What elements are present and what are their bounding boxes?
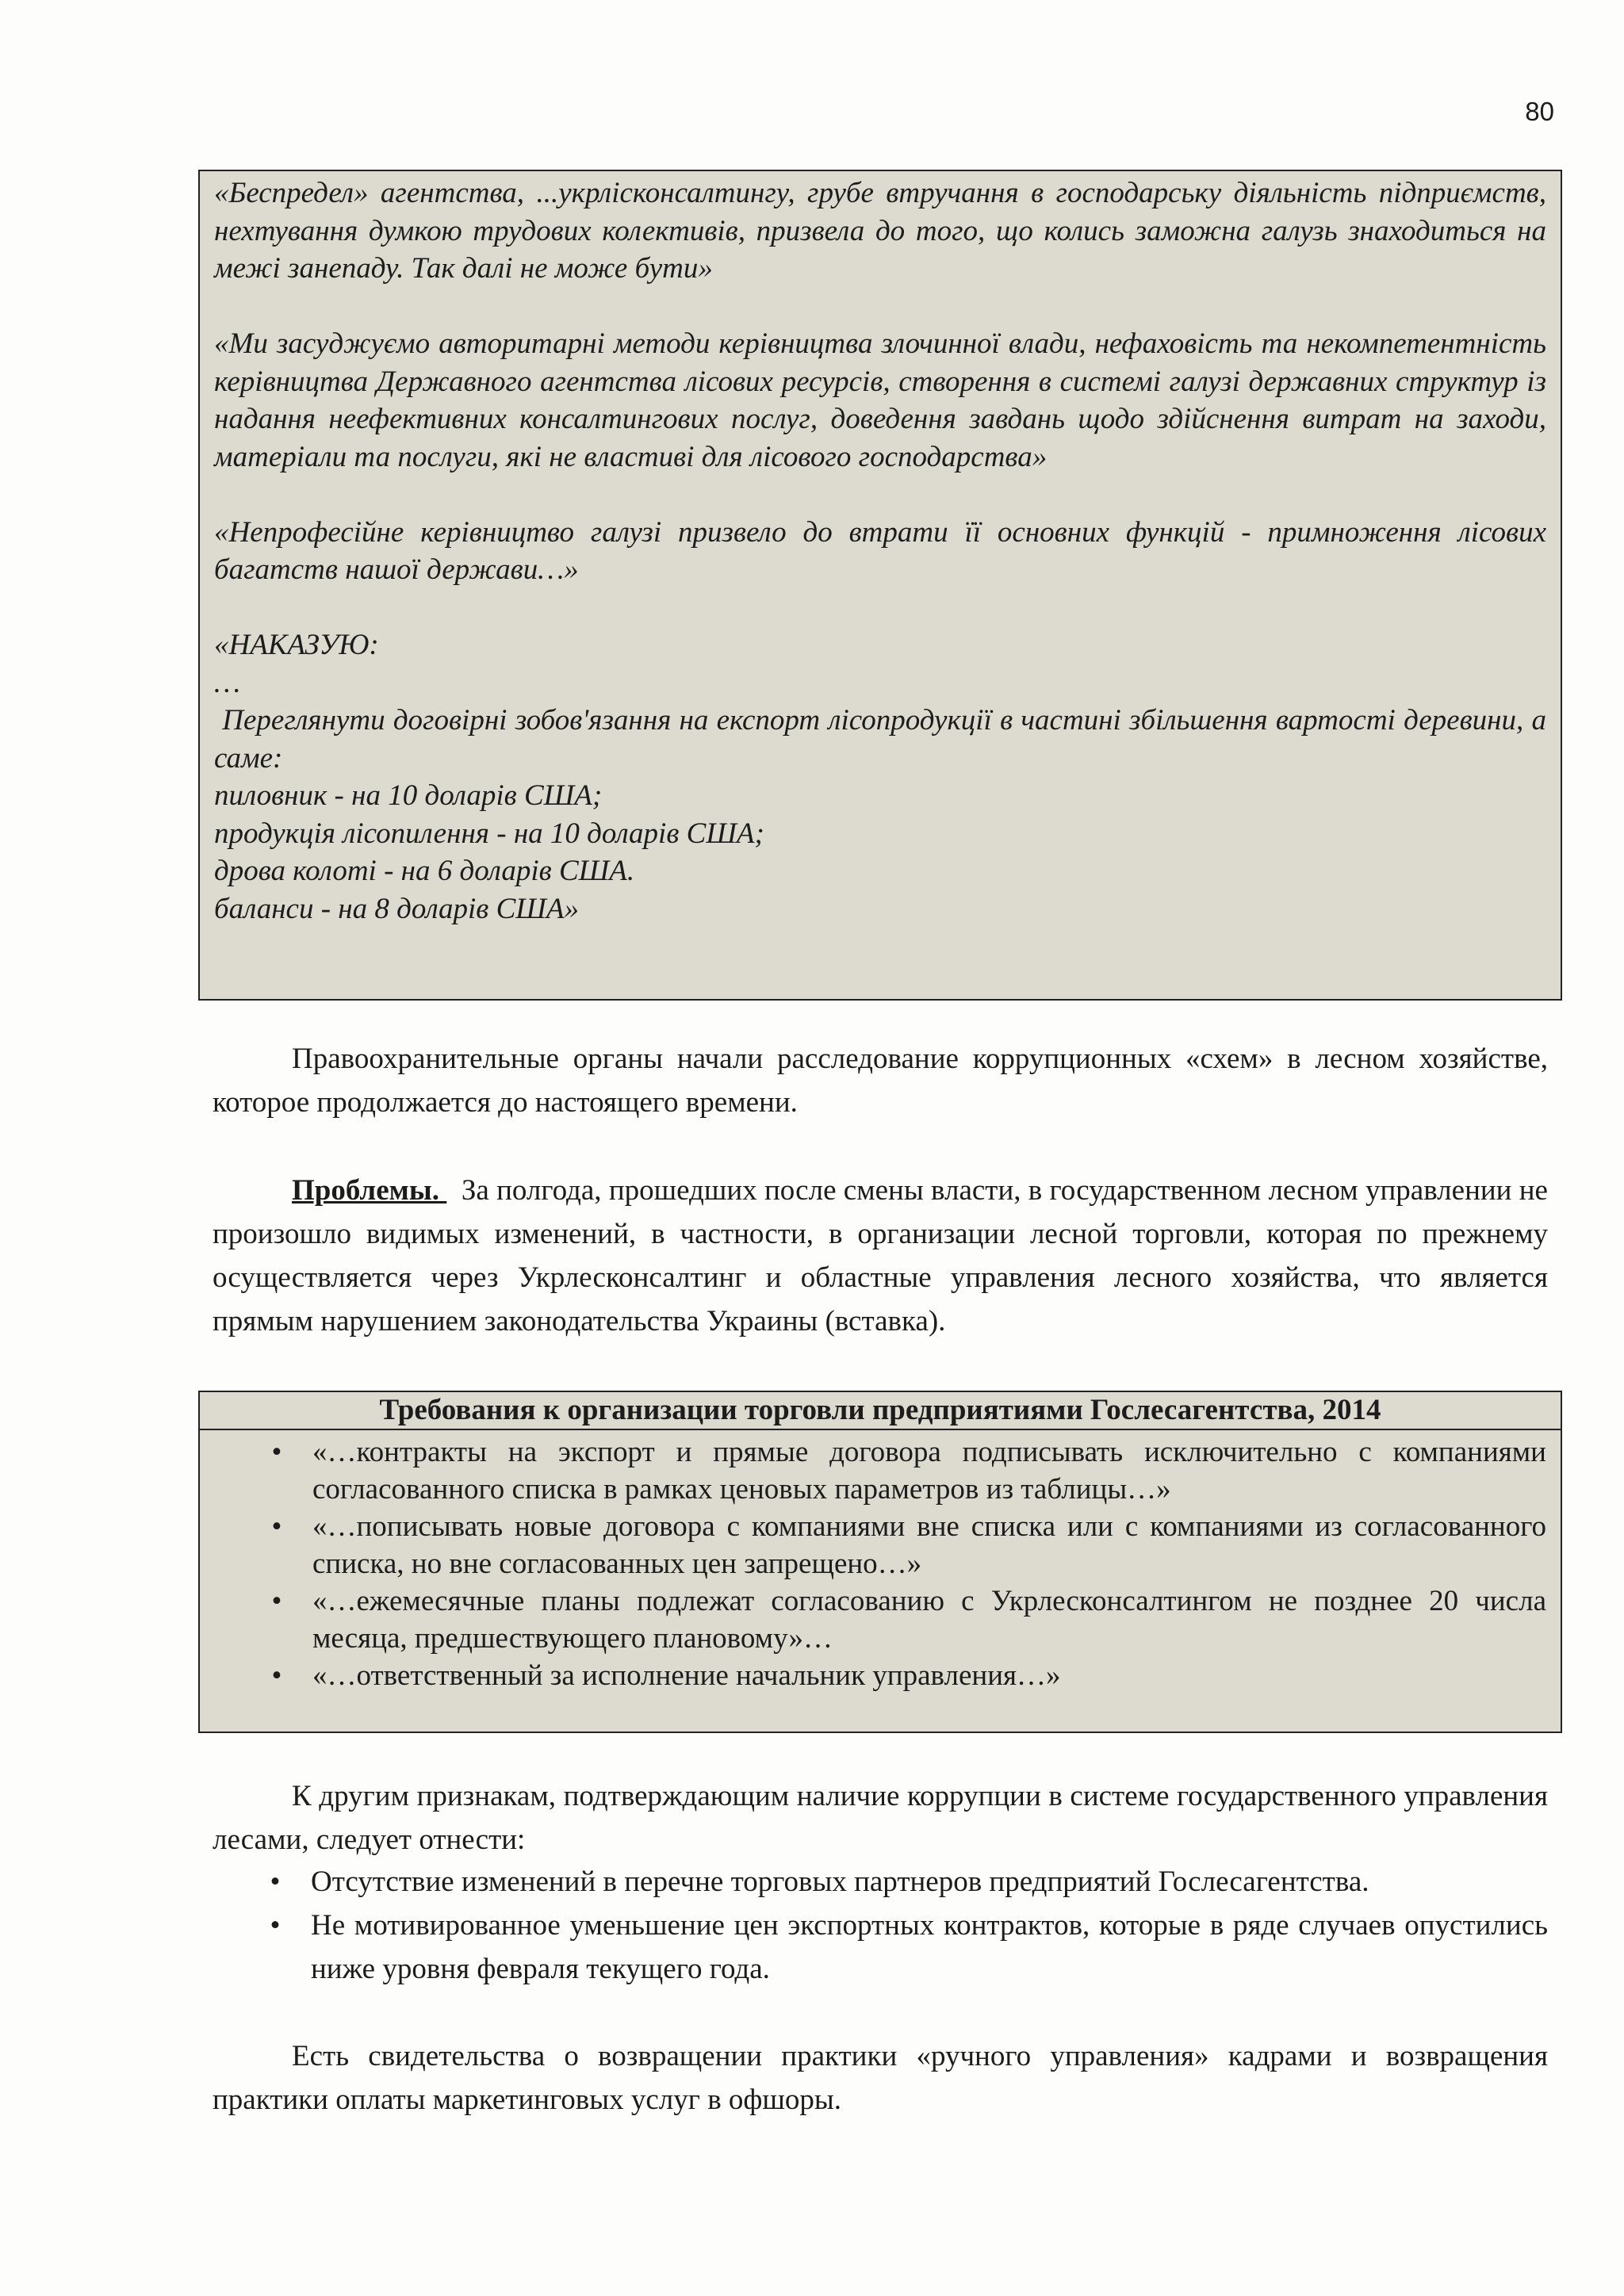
bullet-icon: • [271,1510,282,1543]
list-item [200,1508,1561,1582]
paragraph-problems [213,1169,1556,1343]
list-item [213,1904,1548,1991]
list-item-text: «…пописывать новые договора с компаниями вне списка или с компаниями из согласованного списка, но вне согласованных цен запрещено…» [312,1510,1546,1580]
order-line-sawmill-products: продукція лісопилення - на 10 доларів США; [214,817,764,850]
paragraph-investigation: Правоохранительные органы начали расследование коррупционных «схем» в лесном хозяйстве, которое продолжается до настоящего времени. [213,1043,1548,1119]
list-item [200,1433,1561,1508]
paragraph-corruption-signs: К другим признакам, подтверждающим наличие коррупции в системе государственного управления лесами, следует отнести: [213,1780,1548,1856]
evidence-list [213,1860,1548,1991]
list-item-text: «…ответственный за исполнение начальник управления…» [312,1659,1061,1692]
bullet-icon: • [270,1909,281,1942]
bullet-icon: • [270,1866,281,1898]
quote-paragraph-3: «Непрофесійне керівництво галузі призвело до втрати її основних функцій - примноження лісових багатств нашої держави…» [214,515,1546,586]
quote-box [198,170,1562,1001]
requirements-list [200,1433,1561,1694]
list-item-text: Отсутствие изменений в перечне торговых партнеров предприятий Гослесагентства. [311,1866,1369,1898]
quote-paragraph-1: «Беспредел» агентства, ...укрлісконсалтингу, грубе втручання в господарську діяльність підприємств, нехтування думкою трудових колективів, призвела до того, що колись заможна галузь знаходиться на межі занепаду. Так далі не може бути» [214,177,1546,285]
problems-label: Проблемы. [292,1174,447,1207]
bullet-icon: • [271,1436,282,1468]
page-number: 80 [1525,97,1554,126]
order-ellipsis: … [214,666,240,699]
order-line-sawlogs: пиловник - на 10 доларів США; [214,779,603,812]
requirements-box [198,1391,1562,1733]
list-item [200,1582,1561,1657]
requirements-title: Требования к организации торговли предприятиями Гослесагентства, 2014 [200,1392,1561,1430]
problems-text: За полгода, прошедших после смены власти, в государственном лесном управлении не произошло видимых изменений, в частности, в организации лесной торговли, которая по прежнему осуществляется через Укрлесконсалтинг и областные управления лесного хозяйства, что является прямым нарушением законодательства Украины (вставка). [213,1174,1556,1337]
bullet-icon: • [271,1659,282,1692]
list-item [200,1657,1561,1694]
paragraph-manual-control: Есть свидетельства о возвращении практики «ручного управления» кадрами и возвращения практики оплаты маркетинговых услуг в офшоры. [213,2040,1548,2116]
order-text: Переглянути договірні зобов'язання на експорт лісопродукції в частині збільшення вартості деревини, а саме: [214,704,1554,775]
list-item-text: «…контракты на экспорт и прямые договора подписывать исключительно с компаниями согласованного списка в рамках ценовых параметров из таблицы…» [312,1436,1546,1506]
order-heading: «НАКАЗУЮ: [214,629,379,661]
order-line-pulpwood: баланси - на 8 доларів США» [214,892,579,925]
bullet-icon: • [271,1585,282,1617]
list-item-text: Не мотивированное уменьшение цен экспортных контрактов, которые в ряде случаев опустились ниже уровня февраля текущего года. [311,1909,1548,1985]
quote-paragraph-2: «Ми засуджуємо авторитарні методи керівництва злочинної влади, нефаховість та некомпетентність керівництва Державного агентства лісових ресурсів, створення в системі галузі державних структур із надання неефективних консалтингових послуг, доведення завдань щодо здійснення витрат на заходи, матеріали та послуги, які не властиві для лісового господарства» [214,327,1546,473]
list-item [213,1860,1548,1904]
order-line-firewood: дрова колоті - на 6 доларів США. [214,855,635,887]
list-item-text: «…ежемесячные планы подлежат согласованию с Укрлесконсалтингом не позднее 20 числа месяца, предшествующего плановому»… [312,1585,1546,1655]
